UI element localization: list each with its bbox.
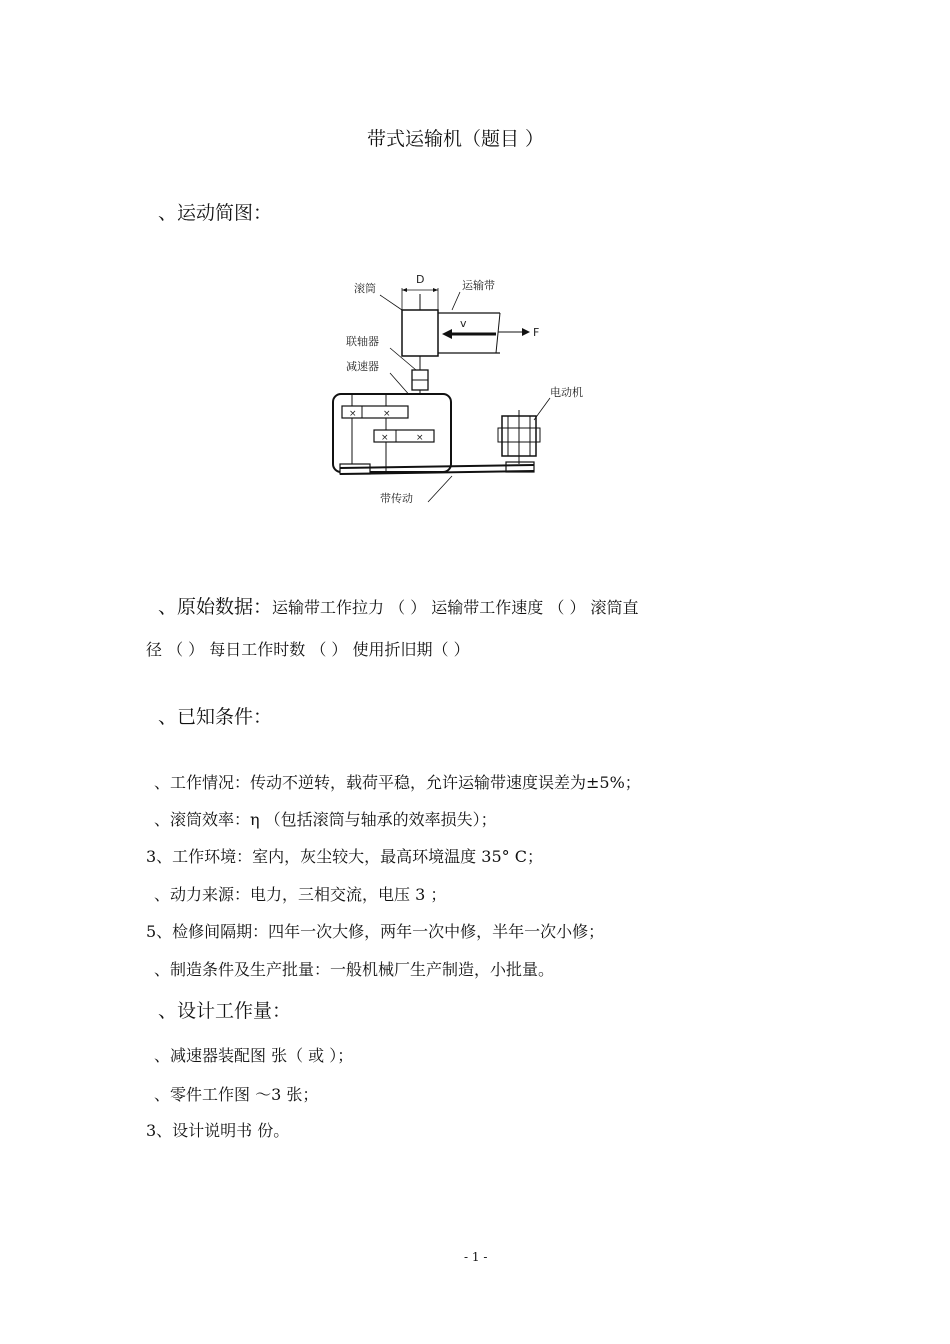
workload-item: 、减速器装配图 张（ 或 ）； xyxy=(154,1046,354,1065)
workload-item: 、零件工作图 ～3 张； xyxy=(154,1085,319,1104)
raw-data-line1: 运输带工作拉力 （ ） 运输带工作速度 （ ） 滚筒直 xyxy=(272,598,639,617)
page-number: - 1 - xyxy=(464,1250,488,1264)
raw-data-line2: 径 （ ） 每日工作时数 （ ） 使用折旧期（ ） xyxy=(146,640,470,659)
label-motor: 电动机 xyxy=(550,386,583,399)
transmission-diagram xyxy=(328,270,598,515)
condition-item: 、制造条件及生产批量：一般机械厂生产制造，小批量。 xyxy=(154,960,555,979)
label-v: v xyxy=(460,317,467,330)
svg-text:×: × xyxy=(416,433,424,443)
raw-data-heading: 、原始数据： xyxy=(158,596,273,618)
page-title: 带式运输机（题目 ） xyxy=(367,128,545,150)
condition-item: 、动力来源：电力，三相交流，电压 3 ； xyxy=(154,885,447,904)
drum xyxy=(402,310,438,356)
label-f: F xyxy=(533,326,540,339)
label-coupling: 联轴器 xyxy=(346,335,379,348)
svg-text:×: × xyxy=(349,409,357,419)
condition-item: 、工作情况：传动不逆转，载荷平稳，允许运输带速度误差为±5%； xyxy=(154,773,641,792)
label-belt-drive: 带传动 xyxy=(380,492,413,505)
svg-text:×: × xyxy=(381,433,389,443)
section-heading-workload: 、设计工作量： xyxy=(158,1000,292,1022)
condition-item: 、滚筒效率：η （包括滚筒与轴承的效率损失）； xyxy=(154,810,497,829)
label-d: D xyxy=(416,273,425,286)
section-heading-raw-data xyxy=(158,592,639,619)
pulley-left xyxy=(340,464,370,474)
label-reducer: 减速器 xyxy=(346,360,379,373)
section-heading-conditions: 、已知条件： xyxy=(158,706,273,728)
condition-item: 5、检修间隔期：四年一次大修，两年一次中修，半年一次小修； xyxy=(146,922,605,941)
label-belt: 运输带 xyxy=(462,279,495,292)
workload-item: 3、设计说明书 份。 xyxy=(146,1121,290,1140)
condition-item: 3、工作环境：室内，灰尘较大，最高环境温度 35° C； xyxy=(146,847,543,866)
svg-text:×: × xyxy=(383,409,391,419)
label-drum: 滚筒 xyxy=(354,282,376,295)
section-heading-diagram: 、运动简图： xyxy=(158,202,273,224)
